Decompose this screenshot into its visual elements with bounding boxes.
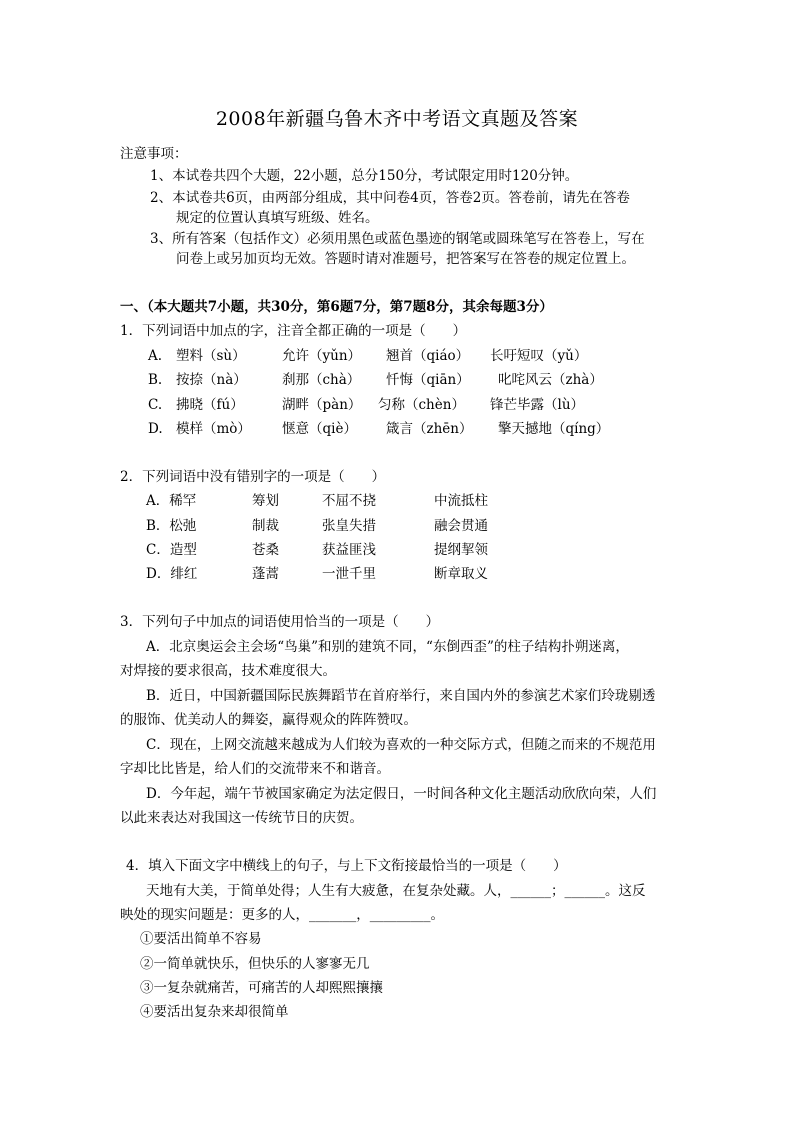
option-item: 刹那（chà） (282, 372, 361, 388)
q2-option-row (0, 540, 794, 560)
q3-option-d-cont: 以此来表达对我国这一传统节日的庆贺。 (120, 810, 363, 826)
q4-option-1: ①要活出简单不容易 (140, 931, 262, 947)
option-item: 提纲挈领 (434, 542, 488, 558)
option-item: 允许（yǔn） (282, 348, 362, 364)
q3-option-c: C．现在，上网交流越来越成为人们较为喜欢的一种交际方式，但随之而来的不规范用 (146, 737, 656, 753)
option-item: 制裁 (252, 518, 279, 534)
section-heading: 一、（本大题共7小题，共30分，第6题7分，第7题8分，其余每题3分） (120, 299, 553, 315)
q2-stem: 2．下列词语中没有错别字的一项是（ ） (120, 469, 386, 485)
notice-item-3: 3、所有答案（包括作文）必须用黑色或蓝色墨迹的钢笔或圆珠笔写在答卷上，写在 (150, 231, 645, 247)
option-item: C．造型 (146, 542, 197, 558)
option-item: 模样（mò） (176, 421, 251, 437)
option-letter: A. (148, 348, 163, 364)
notice-item-3-cont: 问卷上或另加页均无效。答题时请对准题号，把答案写在答卷的规定位置上。 (176, 251, 635, 267)
option-item: 获益匪浅 (322, 542, 376, 558)
q1-option-row (0, 370, 794, 390)
option-item: 苍桑 (252, 542, 279, 558)
q3-option-a: A．北京奥运会主会场“鸟巢”和别的建筑不同，“东倒西歪”的柱子结构扑朔迷离， (146, 639, 629, 655)
notice-item-1: 1、本试卷共四个大题，22小题，总分150分，考试限定用时120分钟。 (150, 168, 579, 184)
q1-stem: 1．下列词语中加点的字，注音全都正确的一项是（ ） (120, 323, 467, 339)
q3-option-d: D．今年起，端午节被国家确定为法定假日，一时间各种文化主题活动欣欣向荣，人们 (146, 786, 657, 802)
option-letter: B. (148, 372, 163, 388)
option-item: B．松弛 (146, 518, 197, 534)
q2-option-row (0, 491, 794, 511)
q3-option-c-cont: 字却比比皆是，给人们的交流带来不和谐音。 (120, 761, 390, 777)
option-item: 忏悔（qiān） (386, 372, 470, 388)
q4-option-4: ④要活出复杂来却很简单 (140, 1004, 289, 1020)
q1-option-row (0, 395, 794, 415)
option-item: 蓬蒿 (252, 566, 279, 582)
q4-option-3: ③一复杂就痛苦，可痛苦的人却熙熙攘攘 (140, 980, 383, 996)
option-item: 塑料（sù） (176, 348, 246, 364)
q4-passage-line-1: 天地有大美，于简单处得；人生有大疲惫，在复杂处藏。人，______；______。这反 (146, 883, 646, 899)
q3-option-a-cont: 对焊接的要求很高，技术难度很大。 (120, 663, 336, 679)
q3-stem: 3．下列句子中加点的词语使用恰当的一项是（ ） (120, 614, 440, 630)
option-item: 惬意（qiè） (282, 421, 357, 437)
notice-item-2-cont: 规定的位置认真填写班级、姓名。 (176, 210, 379, 226)
q4-stem: 4．填入下面文字中横线上的句子，与上下文衔接最恰当的一项是（ ） (126, 858, 567, 874)
page-title: 2008年新疆乌鲁木齐中考语文真题及答案 (215, 108, 579, 130)
option-item: 长吁短叹（yǔ） (490, 348, 588, 364)
option-item: 翘首（qiáo） (386, 348, 470, 364)
notice-item-2: 2、本试卷共6页，由两部分组成，其中问卷4页，答卷2页。答卷前，请先在答卷 (150, 190, 630, 206)
option-item: A．稀罕 (146, 493, 197, 509)
notice-heading: 注意事项： (120, 146, 188, 162)
option-item: 断章取义 (434, 566, 488, 582)
option-item: 筹划 (252, 493, 279, 509)
option-item: 融会贯通 (434, 518, 488, 534)
option-item: 擎天撼地（qíng） (498, 421, 610, 437)
q1-option-row (0, 419, 794, 439)
option-item: 湖畔（pàn） (282, 397, 362, 413)
option-item: 张皇失措 (322, 518, 376, 534)
option-item: 叱咤风云（zhà） (498, 372, 603, 388)
option-item: 拂晓（fú） (176, 397, 244, 413)
q3-option-b-cont: 的服饰、优美动人的舞姿，赢得观众的阵阵赞叹。 (120, 712, 417, 728)
option-item: 箴言（zhēn） (386, 421, 473, 437)
option-letter: C. (148, 397, 163, 413)
q2-option-row (0, 564, 794, 584)
option-item: 锋芒毕露（lù） (490, 397, 585, 413)
q2-option-row (0, 516, 794, 536)
option-item: 不屈不挠 (322, 493, 376, 509)
q4-option-2: ②一简单就快乐，但快乐的人寥寥无几 (140, 956, 370, 972)
option-item: 一泄千里 (322, 566, 376, 582)
option-item: 按捺（nà） (176, 372, 247, 388)
option-item: D．绯红 (146, 566, 198, 582)
option-item: 匀称（chèn） (378, 397, 465, 413)
option-letter: D. (148, 421, 163, 437)
q4-passage-line-2: 映处的现实问题是：更多的人，_______，_________。 (120, 907, 444, 923)
option-item: 中流抵柱 (434, 493, 488, 509)
q1-option-row (0, 346, 794, 366)
q3-option-b: B．近日，中国新疆国际民族舞蹈节在首府举行，来自国内外的参演艺术家们玲珑剔透 (146, 688, 656, 704)
